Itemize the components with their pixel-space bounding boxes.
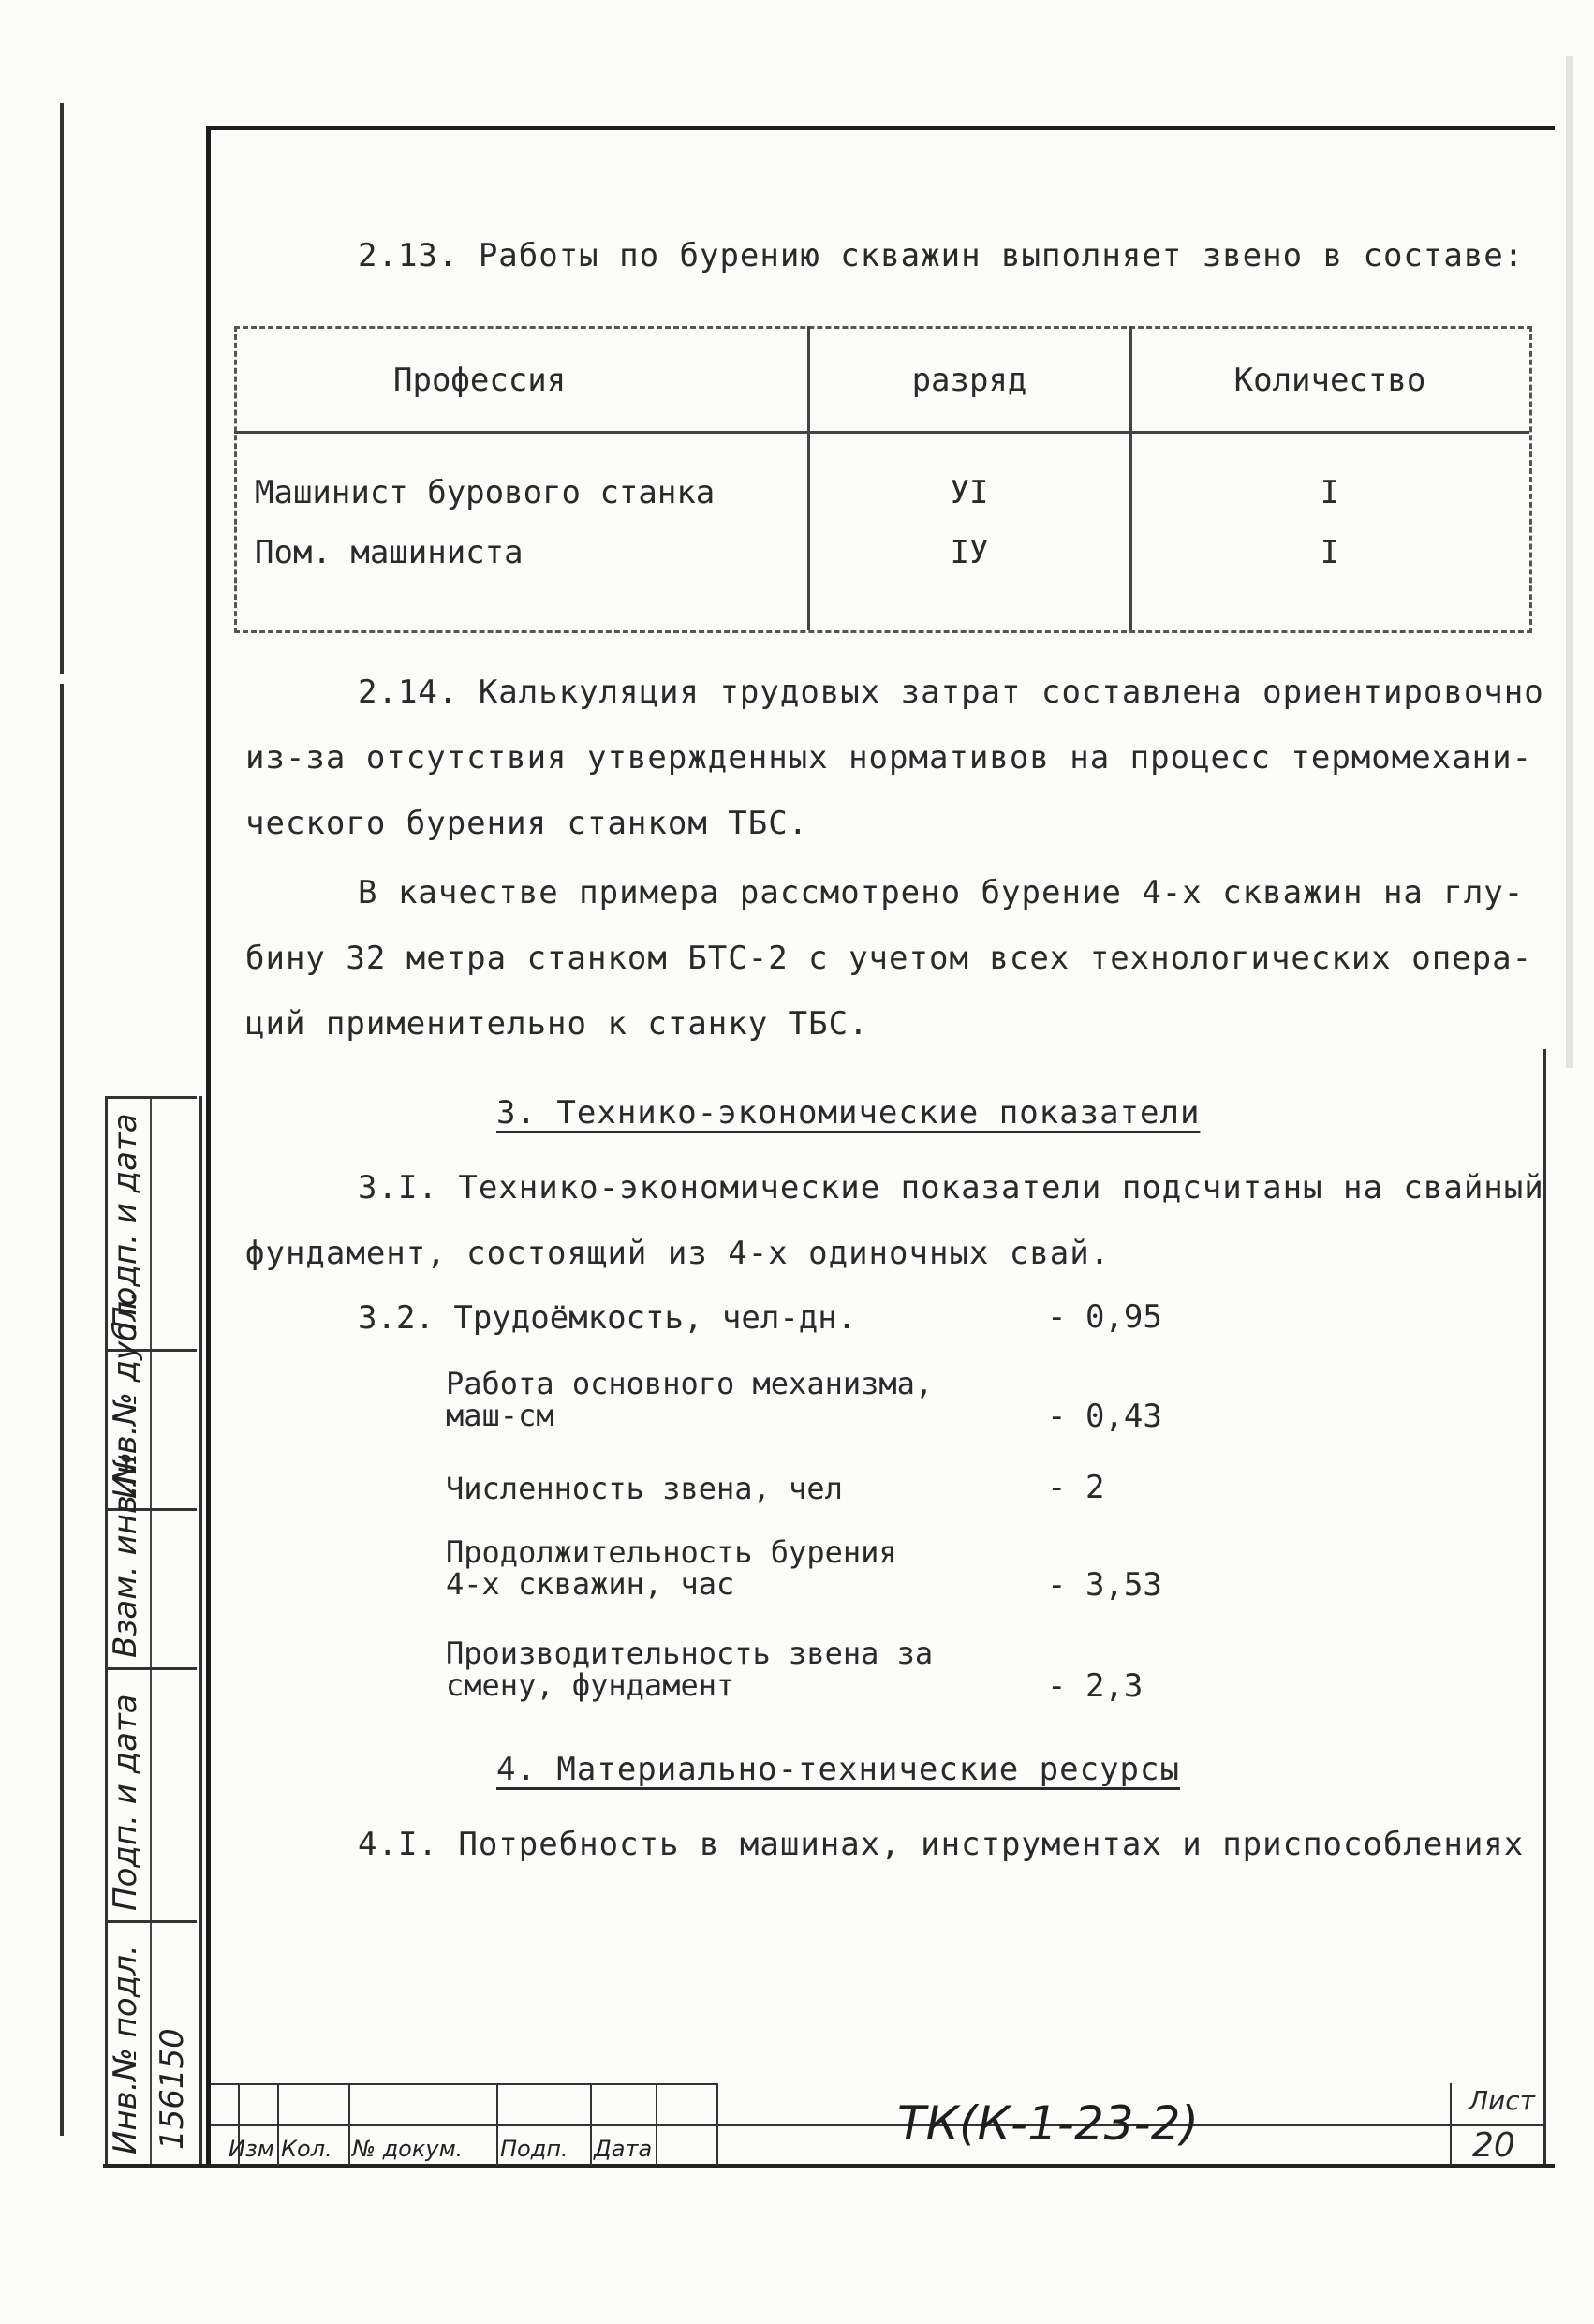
stamp-label: Подп. и дата bbox=[107, 1694, 144, 1911]
table-column-divider bbox=[1129, 326, 1132, 630]
table-cell-quantity: I bbox=[1320, 474, 1340, 511]
table-cell-quantity: I bbox=[1320, 534, 1340, 571]
paragraph-example-line: бину 32 метра станком БТС-2 с учетом всех технологических опера- bbox=[245, 940, 1533, 977]
indicator-label: Производительность звена за bbox=[446, 1636, 934, 1671]
title-block-label: № докум. bbox=[352, 2136, 464, 2162]
table-header-divider bbox=[234, 431, 1529, 434]
title-block-label: Кол. bbox=[281, 2136, 332, 2162]
paragraph-example-line: В качестве примера рассмотрено бурение 4-х скважин на глу- bbox=[358, 874, 1525, 911]
title-block-line bbox=[590, 2083, 592, 2166]
frame-left-line bbox=[206, 126, 211, 2168]
stamp-divider bbox=[105, 1920, 197, 1923]
indicator-value: - 2 bbox=[1047, 1469, 1105, 1506]
paragraph-3-1-line: фундамент, состоящий из 4-х одиночных свай. bbox=[245, 1235, 1111, 1272]
stamp-label: Подп. и дата bbox=[107, 1113, 144, 1330]
title-block-line bbox=[277, 2083, 279, 2166]
stamp-label: Взам. инв.№ bbox=[107, 1451, 144, 1658]
title-block-line bbox=[348, 2083, 350, 2166]
stamp-column-divider bbox=[150, 1096, 152, 2164]
scan-edge-line bbox=[60, 103, 64, 674]
title-block-line bbox=[656, 2083, 657, 2166]
table-cell-profession: Пом. машиниста bbox=[255, 534, 524, 571]
frame-top-line bbox=[206, 126, 1555, 130]
stamp-label: Инв.№ подл. bbox=[107, 1945, 144, 2154]
frame-right-line bbox=[1543, 1049, 1546, 2168]
table-header-quantity: Количество bbox=[1233, 362, 1426, 399]
paragraph-example-line: ций применительно к станку ТБС. bbox=[245, 1005, 869, 1043]
table-column-divider bbox=[807, 326, 810, 630]
paragraph-4-1: 4.I. Потребность в машинах, инструментах и приспособлениях bbox=[358, 1826, 1525, 1863]
title-block-line bbox=[496, 2083, 498, 2166]
title-block-line bbox=[1450, 2083, 1452, 2166]
sheet-label: Лист bbox=[1469, 2085, 1535, 2116]
stamp-label: Инв.№ дубл. bbox=[107, 1291, 144, 1499]
indicator-label: 3.2. Трудоёмкость, чел-дн. bbox=[358, 1299, 857, 1337]
frame-bottom-line bbox=[103, 2164, 1555, 2168]
title-block-label: Дата bbox=[594, 2136, 653, 2162]
table-cell-grade: IУ bbox=[950, 534, 989, 571]
stamp-inventory-number: 156150 bbox=[154, 2028, 191, 2150]
scan-edge-line bbox=[60, 684, 64, 2136]
paragraph-2-14-line: ческого бурения станком ТБС. bbox=[245, 805, 809, 842]
indicator-label: 4-х скважин, час bbox=[446, 1566, 735, 1602]
indicator-label: маш-см bbox=[446, 1398, 554, 1433]
stamp-divider bbox=[105, 1667, 197, 1670]
paragraph-3-1-line: 3.I. Технико-экономические показатели подсчитаны на свайный bbox=[358, 1169, 1544, 1206]
section-4-heading: 4. Материально-технические ресурсы bbox=[496, 1751, 1180, 1788]
title-block-label: Подп. bbox=[500, 2136, 568, 2162]
title-block-label: Изм bbox=[229, 2136, 274, 2162]
table-cell-profession: Машинист бурового станка bbox=[255, 474, 716, 511]
indicator-value: - 0,95 bbox=[1047, 1298, 1162, 1336]
stamp-divider bbox=[105, 1096, 197, 1099]
table-cell-grade: УI bbox=[950, 474, 989, 511]
indicator-value: - 2,3 bbox=[1047, 1667, 1144, 1705]
title-block-line bbox=[211, 2124, 1545, 2126]
table-header-grade: разряд bbox=[911, 362, 1027, 399]
indicator-value: - 0,43 bbox=[1047, 1398, 1162, 1435]
scan-margin-shadow bbox=[1566, 56, 1573, 1068]
paragraph-2-13: 2.13. Работы по бурению скважин выполняет звено в составе: bbox=[358, 237, 1525, 274]
paragraph-2-14-line: 2.14. Калькуляция трудовых затрат составлена ориентировочно bbox=[358, 674, 1544, 711]
indicator-label: смену, фундамент bbox=[446, 1667, 735, 1703]
indicator-value: - 3,53 bbox=[1047, 1566, 1162, 1604]
sheet-number: 20 bbox=[1472, 2126, 1515, 2165]
indicator-label: Численность звена, чел bbox=[446, 1471, 843, 1506]
paragraph-2-14-line: из-за отсутствия утвержденных нормативов на процесс термомехани- bbox=[245, 739, 1533, 777]
table-header-profession: Профессия bbox=[393, 362, 567, 399]
section-3-heading: 3. Технико-экономические показатели bbox=[496, 1094, 1201, 1132]
document-code: ТК(К-1-23-2) bbox=[897, 2096, 1199, 2151]
indicator-label: Продолжительность бурения bbox=[446, 1534, 897, 1570]
title-block-line bbox=[211, 2083, 716, 2085]
title-block-line bbox=[716, 2083, 718, 2166]
indicator-label: Работа основного механизма, bbox=[446, 1366, 934, 1401]
